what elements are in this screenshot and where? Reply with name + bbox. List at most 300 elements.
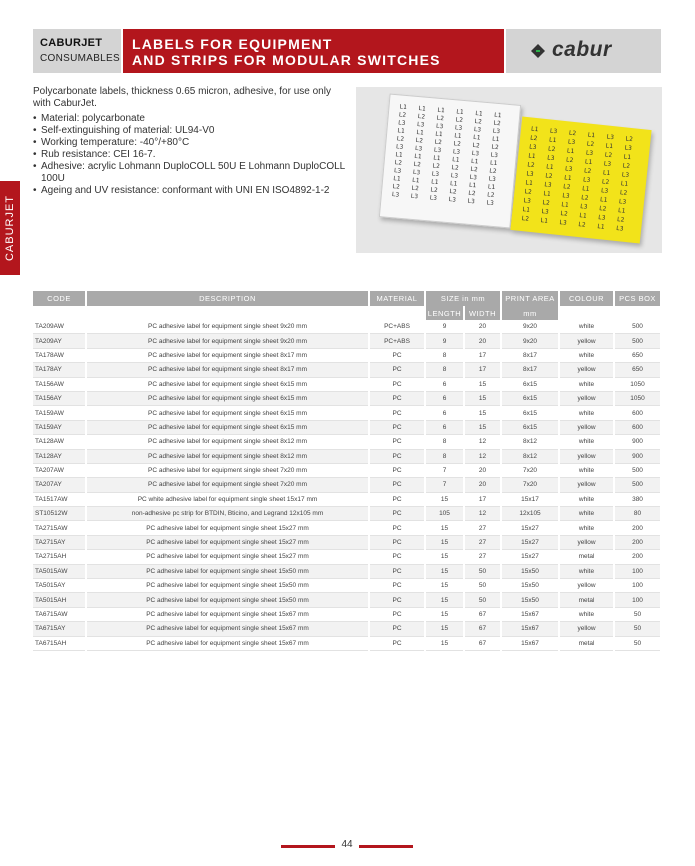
- header-category-block: [33, 29, 121, 73]
- sheet-label-code: L3: [582, 176, 591, 184]
- sheet-label-code: L3: [473, 125, 482, 134]
- cell-colour: yellow: [559, 579, 614, 593]
- cell-length: 8: [425, 348, 464, 362]
- sheet-label-code: L3: [600, 187, 609, 195]
- cell-code: TA6715AH: [33, 636, 86, 650]
- cell-code: TA2715AW: [33, 521, 86, 535]
- intro-paragraph: Polycarbonate labels, thickness 0.65 micron, adhesive, for use only with CaburJet.: [33, 86, 331, 109]
- sheet-label-code: L2: [529, 134, 538, 143]
- col-length: LENGTH: [425, 306, 464, 320]
- sheet-label-code: L3: [615, 224, 624, 233]
- col-colour: COLOUR: [559, 291, 614, 306]
- cell-colour: white: [559, 463, 614, 477]
- sheet-label-code: L1: [474, 110, 483, 118]
- cell-width: 50: [464, 564, 501, 578]
- sheet-label-code: L3: [486, 199, 495, 207]
- sheet-label-code: L2: [432, 162, 441, 171]
- cell-print-area: 15x67: [501, 636, 559, 650]
- sheet-label-code: L3: [523, 197, 532, 205]
- sheet-label-code: L2: [583, 167, 592, 175]
- cell-description: PC adhesive label for equipment single sheet 8x12 mm: [86, 449, 369, 463]
- table-row: [33, 579, 661, 593]
- cell-print-area: 6x15: [501, 377, 559, 391]
- cell-length: 8: [425, 449, 464, 463]
- yellow-label-sheet: [510, 117, 651, 244]
- col-print-area-unit: mm: [501, 306, 559, 320]
- cell-print-area: 8x12: [501, 435, 559, 449]
- cell-code: TA156AY: [33, 391, 86, 405]
- table-row: [33, 593, 661, 607]
- sheet-label-code: L1: [530, 125, 539, 134]
- sheet-label-code: L1: [578, 212, 587, 220]
- cell-length: 15: [425, 564, 464, 578]
- sheet-label-code: L2: [560, 210, 568, 218]
- cell-print-area: 15x67: [501, 622, 559, 636]
- cell-width: 12: [464, 507, 501, 521]
- cell-colour: metal: [559, 593, 614, 607]
- cell-colour: white: [559, 406, 614, 420]
- sheet-label-code: L3: [488, 175, 497, 184]
- sheet-label-code: L2: [392, 183, 401, 191]
- sheet-label-code: L2: [415, 136, 424, 145]
- cell-pcs-box: 650: [614, 363, 661, 377]
- sheet-label-code: L3: [585, 149, 594, 158]
- sheet-label-code: L2: [430, 186, 438, 195]
- cell-pcs-box: 600: [614, 420, 661, 434]
- sheet-label-code: L3: [541, 208, 550, 216]
- sheet-label-code: L3: [429, 194, 438, 202]
- cell-length: 15: [425, 622, 464, 636]
- sheet-label-code: L3: [579, 203, 588, 211]
- cell-width: 20: [464, 320, 501, 334]
- cell-description: PC white adhesive label for equipment single sheet 15x17 mm: [86, 492, 369, 506]
- sheet-label-code: L3: [624, 144, 633, 153]
- sheet-label-code: L3: [561, 192, 570, 200]
- cell-colour: yellow: [559, 535, 614, 549]
- product-table: [33, 291, 662, 651]
- cell-colour: yellow: [559, 334, 614, 348]
- page-title-line2: AND STRIPS FOR MODULAR SWITCHES: [132, 52, 441, 68]
- cell-print-area: 8x17: [501, 348, 559, 362]
- cell-width: 17: [464, 363, 501, 377]
- sheet-label-code: L2: [486, 191, 495, 199]
- table-row: [33, 463, 661, 477]
- cell-length: 15: [425, 492, 464, 506]
- cell-pcs-box: 900: [614, 449, 661, 463]
- feature-item: • Ageing and UV resistance: conformant with UNI EN ISO4892-1-2: [33, 185, 351, 197]
- cell-print-area: 12x105: [501, 507, 559, 521]
- cell-print-area: 9x20: [501, 334, 559, 348]
- cell-material: PC: [369, 377, 425, 391]
- sheet-label-code: L1: [453, 132, 462, 140]
- cell-description: PC adhesive label for equipment single sheet 6x15 mm: [86, 406, 369, 420]
- header-title-block: [123, 29, 504, 73]
- side-section-tab: [0, 181, 20, 275]
- cell-material: PC: [369, 420, 425, 434]
- sheet-label-code: L2: [396, 135, 405, 143]
- table-subheader-row: [33, 306, 661, 320]
- cabur-logo-icon: [530, 43, 546, 59]
- sheet-label-code: L1: [395, 151, 403, 159]
- cell-width: 67: [464, 622, 501, 636]
- cell-width: 15: [464, 406, 501, 420]
- cell-pcs-box: 1050: [614, 377, 661, 391]
- sheet-label-code: L1: [399, 103, 408, 112]
- cell-print-area: 15x50: [501, 593, 559, 607]
- page-number: 44: [335, 839, 359, 853]
- sheet-label-code: L1: [620, 180, 629, 188]
- cell-width: 17: [464, 492, 501, 506]
- cell-code: TA178AW: [33, 348, 86, 362]
- sheet-label-code: L1: [543, 190, 551, 198]
- col-size: SIZE in mm: [425, 291, 501, 306]
- cell-code: TA2715AY: [33, 535, 86, 549]
- cell-length: 15: [425, 535, 464, 549]
- cell-colour: white: [559, 521, 614, 535]
- cell-description: PC adhesive label for equipment single sheet 15x67 mm: [86, 607, 369, 621]
- cell-print-area: 15x27: [501, 535, 559, 549]
- sheet-label-code: L1: [581, 185, 590, 193]
- feature-item: • Working temperature: -40°/+80°C: [33, 137, 351, 149]
- col-description: DESCRIPTION: [86, 291, 369, 306]
- sheet-label-code: L2: [411, 184, 419, 193]
- sheet-label-code: L3: [467, 197, 476, 206]
- cell-material: PC: [369, 535, 425, 549]
- cell-material: PC: [369, 348, 425, 362]
- cell-width: 15: [464, 420, 501, 434]
- product-photo: [356, 87, 662, 253]
- cell-length: 6: [425, 420, 464, 434]
- col-width: WIDTH: [464, 306, 501, 320]
- sheet-label-code: L2: [493, 119, 501, 128]
- sheet-label-code: L3: [546, 154, 555, 163]
- table-row: [33, 607, 661, 621]
- white-label-sheet: [379, 93, 521, 228]
- cell-material: PC: [369, 550, 425, 564]
- cell-material: PC: [369, 593, 425, 607]
- cell-code: TA178AY: [33, 363, 86, 377]
- sheet-label-code: L2: [619, 189, 628, 197]
- cell-print-area: 15x67: [501, 607, 559, 621]
- sheet-label-code: L2: [488, 167, 497, 176]
- sheet-label-code: L2: [491, 143, 499, 152]
- sheet-label-code: L2: [577, 220, 586, 229]
- sheet-label-code: L3: [395, 143, 404, 151]
- cell-code: TA1517AW: [33, 492, 86, 506]
- cell-pcs-box: 380: [614, 492, 661, 506]
- cell-colour: white: [559, 607, 614, 621]
- cell-pcs-box: 100: [614, 579, 661, 593]
- cell-code: TA6715AW: [33, 607, 86, 621]
- sheet-label-code: L2: [417, 113, 426, 121]
- sheet-label-code: L2: [467, 189, 476, 198]
- sheet-label-code: L1: [566, 147, 575, 156]
- cell-colour: white: [559, 348, 614, 362]
- cell-material: PC: [369, 449, 425, 463]
- cell-length: 6: [425, 391, 464, 405]
- cell-width: 67: [464, 636, 501, 650]
- sheet-label-code: L3: [397, 119, 406, 127]
- table-row: [33, 363, 661, 377]
- cell-pcs-box: 500: [614, 478, 661, 492]
- cell-material: PC: [369, 435, 425, 449]
- sheet-label-code: L2: [526, 161, 535, 170]
- sheet-label-code: L3: [433, 146, 442, 155]
- sheet-label-code: L1: [527, 152, 536, 161]
- sheet-label-code: L3: [618, 198, 627, 206]
- cell-print-area: 6x15: [501, 391, 559, 405]
- table-row: [33, 550, 661, 564]
- cell-pcs-box: 50: [614, 622, 661, 636]
- table-row: [33, 492, 661, 506]
- sheet-label-code: L3: [469, 173, 478, 182]
- sheet-label-code: L2: [451, 164, 459, 172]
- sheet-label-code: L2: [449, 188, 457, 196]
- cell-material: PC+ABS: [369, 320, 425, 334]
- cell-colour: white: [559, 435, 614, 449]
- sheet-label-code: L1: [430, 178, 439, 187]
- cell-print-area: 6x15: [501, 420, 559, 434]
- table-row: [33, 521, 661, 535]
- table-row: [33, 507, 661, 521]
- cell-description: PC adhesive label for equipment single sheet 8x17 mm: [86, 363, 369, 377]
- cell-pcs-box: 100: [614, 564, 661, 578]
- cell-width: 15: [464, 391, 501, 405]
- cell-width: 12: [464, 449, 501, 463]
- cell-code: TA6715AY: [33, 622, 86, 636]
- table-row: [33, 478, 661, 492]
- logo-block: [506, 29, 661, 73]
- feature-item: • Rub resistance: CEI 16-7.: [33, 149, 351, 161]
- sheet-label-code: L3: [543, 181, 552, 189]
- sheet-label-code: L1: [432, 154, 441, 163]
- cell-width: 50: [464, 593, 501, 607]
- sheet-label-code: L3: [416, 121, 425, 129]
- sheet-label-code: L1: [605, 142, 614, 151]
- cell-colour: metal: [559, 636, 614, 650]
- sheet-label-code: L1: [472, 133, 481, 142]
- cell-colour: white: [559, 320, 614, 334]
- sheet-label-code: L3: [414, 144, 423, 153]
- sheet-label-code: L2: [474, 118, 483, 126]
- sheet-label-code: L3: [621, 171, 630, 179]
- cell-length: 15: [425, 579, 464, 593]
- cell-material: PC: [369, 478, 425, 492]
- cell-length: 8: [425, 435, 464, 449]
- cell-pcs-box: 650: [614, 348, 661, 362]
- brand-label: CABURJET: [40, 37, 103, 49]
- sheet-label-code: L2: [625, 135, 634, 144]
- sheet-label-code: L1: [397, 127, 405, 135]
- sheet-label-code: L3: [549, 127, 558, 136]
- cell-width: 27: [464, 535, 501, 549]
- cell-code: TA5015AH: [33, 593, 86, 607]
- cell-pcs-box: 80: [614, 507, 661, 521]
- sheet-label-code: L1: [451, 156, 460, 164]
- cell-print-area: 15x50: [501, 579, 559, 593]
- col-print-area: PRINT AREA: [501, 291, 559, 306]
- cell-material: PC: [369, 521, 425, 535]
- cell-material: PC: [369, 406, 425, 420]
- cell-description: PC adhesive label for equipment single sheet 7x20 mm: [86, 463, 369, 477]
- sheet-label-code: L1: [563, 174, 572, 182]
- table-row: [33, 564, 661, 578]
- sheet-label-code: L2: [562, 183, 571, 191]
- cell-description: PC adhesive label for equipment single sheet 15x50 mm: [86, 564, 369, 578]
- sheet-label-code: L1: [560, 201, 569, 209]
- cell-material: PC: [369, 463, 425, 477]
- cell-colour: yellow: [559, 478, 614, 492]
- cell-description: PC adhesive label for equipment single sheet 6x15 mm: [86, 420, 369, 434]
- sheet-label-code: L2: [470, 165, 478, 174]
- sheet-label-code: L3: [597, 214, 606, 222]
- sheet-label-code: L1: [548, 136, 557, 145]
- sheet-label-code: L2: [453, 140, 462, 148]
- cell-print-area: 8x12: [501, 449, 559, 463]
- table-header-row: [33, 291, 661, 306]
- sheet-label-code: L2: [544, 172, 553, 180]
- col-material: MATERIAL: [369, 291, 425, 306]
- cell-length: 15: [425, 521, 464, 535]
- cell-length: 15: [425, 593, 464, 607]
- sheet-label-code: L2: [565, 156, 574, 165]
- cell-length: 9: [425, 320, 464, 334]
- cell-pcs-box: 200: [614, 521, 661, 535]
- cell-pcs-box: 600: [614, 406, 661, 420]
- sheet-label-code: L3: [606, 133, 615, 142]
- col-pcs-box: PCS BOX: [614, 291, 661, 306]
- feature-item: • Adhesive: acrylic Lohmann DuploCOLL 50U E Lohmann DuploCOLL 100U: [33, 161, 351, 185]
- sheet-label-code: L1: [493, 111, 502, 120]
- cell-description: PC adhesive label for equipment single sheet 8x17 mm: [86, 348, 369, 362]
- cell-description: PC adhesive label for equipment single sheet 15x67 mm: [86, 636, 369, 650]
- sheet-label-code: L3: [492, 127, 501, 136]
- sheet-label-code: L1: [491, 135, 500, 144]
- side-tab-label: CABURJET: [4, 194, 16, 262]
- cell-description: PC adhesive label for equipment single sheet 9x20 mm: [86, 334, 369, 348]
- cell-width: 27: [464, 521, 501, 535]
- cell-code: TA5015AY: [33, 579, 86, 593]
- cell-description: PC adhesive label for equipment single sheet 8x12 mm: [86, 435, 369, 449]
- sheet-label-code: L3: [412, 168, 421, 177]
- cell-width: 17: [464, 348, 501, 362]
- cell-code: TA209AW: [33, 320, 86, 334]
- cell-code: TA5015AW: [33, 564, 86, 578]
- cell-print-area: 7x20: [501, 463, 559, 477]
- sheet-label-code: L2: [542, 199, 550, 207]
- sheet-label-code: L3: [471, 149, 480, 158]
- logo-wordmark: cabur: [552, 38, 612, 61]
- cell-code: TA128AW: [33, 435, 86, 449]
- cell-colour: yellow: [559, 622, 614, 636]
- sheet-label-code: L2: [394, 159, 403, 167]
- sheet-label-code: L1: [434, 130, 443, 139]
- cell-pcs-box: 1050: [614, 391, 661, 405]
- cell-print-area: 15x27: [501, 550, 559, 564]
- sheet-label-code: L2: [436, 114, 445, 123]
- table-row: [33, 420, 661, 434]
- cell-colour: white: [559, 507, 614, 521]
- sheet-label-code: L1: [418, 105, 426, 113]
- cell-code: ST10512W: [33, 507, 86, 521]
- cell-colour: yellow: [559, 391, 614, 405]
- cell-length: 105: [425, 507, 464, 521]
- sheet-label-code: L3: [452, 148, 461, 156]
- table-row: [33, 622, 661, 636]
- table-row: [33, 406, 661, 420]
- cell-length: 6: [425, 377, 464, 391]
- cell-description: PC adhesive label for equipment single sheet 15x27 mm: [86, 550, 369, 564]
- product-description: [33, 86, 351, 197]
- cell-description: non-adhesive pc strip for BTDIN, Bticino, and Legrand 12x105 mm: [86, 507, 369, 521]
- sheet-label-code: L1: [602, 169, 611, 177]
- sheet-label-code: L2: [586, 140, 595, 149]
- cell-width: 27: [464, 550, 501, 564]
- table-row: [33, 435, 661, 449]
- sheet-label-code: L1: [623, 153, 632, 162]
- sheet-label-code: L3: [567, 138, 576, 147]
- cell-code: TA209AY: [33, 334, 86, 348]
- cell-pcs-box: 900: [614, 435, 661, 449]
- cell-material: PC: [369, 492, 425, 506]
- cell-print-area: 15x17: [501, 492, 559, 506]
- sheet-label-code: L3: [448, 196, 457, 204]
- sheet-label-code: L3: [454, 124, 463, 132]
- cell-colour: yellow: [559, 420, 614, 434]
- cell-length: 9: [425, 334, 464, 348]
- sheet-label-code: L2: [616, 216, 625, 224]
- sheet-label-code: L2: [434, 138, 443, 147]
- cell-description: PC adhesive label for equipment single sheet 15x67 mm: [86, 622, 369, 636]
- cell-colour: yellow: [559, 449, 614, 463]
- sheet-label-code: L2: [547, 145, 556, 154]
- sheet-label-code: L3: [603, 160, 612, 169]
- sheet-label-code: L1: [596, 222, 605, 231]
- cell-code: TA2715AH: [33, 550, 86, 564]
- sheet-label-code: L1: [413, 152, 422, 161]
- cell-print-area: 7x20: [501, 478, 559, 492]
- cell-print-area: 15x27: [501, 521, 559, 535]
- cell-length: 8: [425, 363, 464, 377]
- cell-code: TA128AY: [33, 449, 86, 463]
- cell-colour: metal: [559, 550, 614, 564]
- cell-width: 20: [464, 463, 501, 477]
- feature-item: • Material: polycarbonate: [33, 113, 351, 125]
- cell-print-area: 8x17: [501, 363, 559, 377]
- sheet-label-code: L1: [617, 207, 626, 215]
- sheet-label-code: L3: [393, 167, 402, 175]
- feature-item: • Self-extinguishing of material: UL94-V0: [33, 125, 351, 137]
- sheet-label-code: L1: [540, 217, 549, 225]
- cell-width: 67: [464, 607, 501, 621]
- cell-pcs-box: 50: [614, 607, 661, 621]
- cell-description: PC adhesive label for equipment single sheet 15x50 mm: [86, 593, 369, 607]
- sheet-label-code: L3: [525, 170, 534, 178]
- sheet-label-code: L1: [522, 206, 531, 214]
- cell-print-area: 15x50: [501, 564, 559, 578]
- cell-description: PC adhesive label for equipment single sheet 6x15 mm: [86, 377, 369, 391]
- sheet-label-code: L3: [431, 170, 440, 179]
- sheet-label-code: L3: [559, 218, 568, 227]
- sheet-label-code: L3: [410, 192, 419, 201]
- cell-description: PC adhesive label for equipment single sheet 7x20 mm: [86, 478, 369, 492]
- sheet-label-code: L1: [392, 175, 401, 183]
- sheet-label-code: L2: [622, 162, 631, 171]
- cell-material: PC: [369, 579, 425, 593]
- cell-material: PC: [369, 622, 425, 636]
- cell-description: PC adhesive label for equipment single sheet 15x50 mm: [86, 579, 369, 593]
- cell-width: 15: [464, 377, 501, 391]
